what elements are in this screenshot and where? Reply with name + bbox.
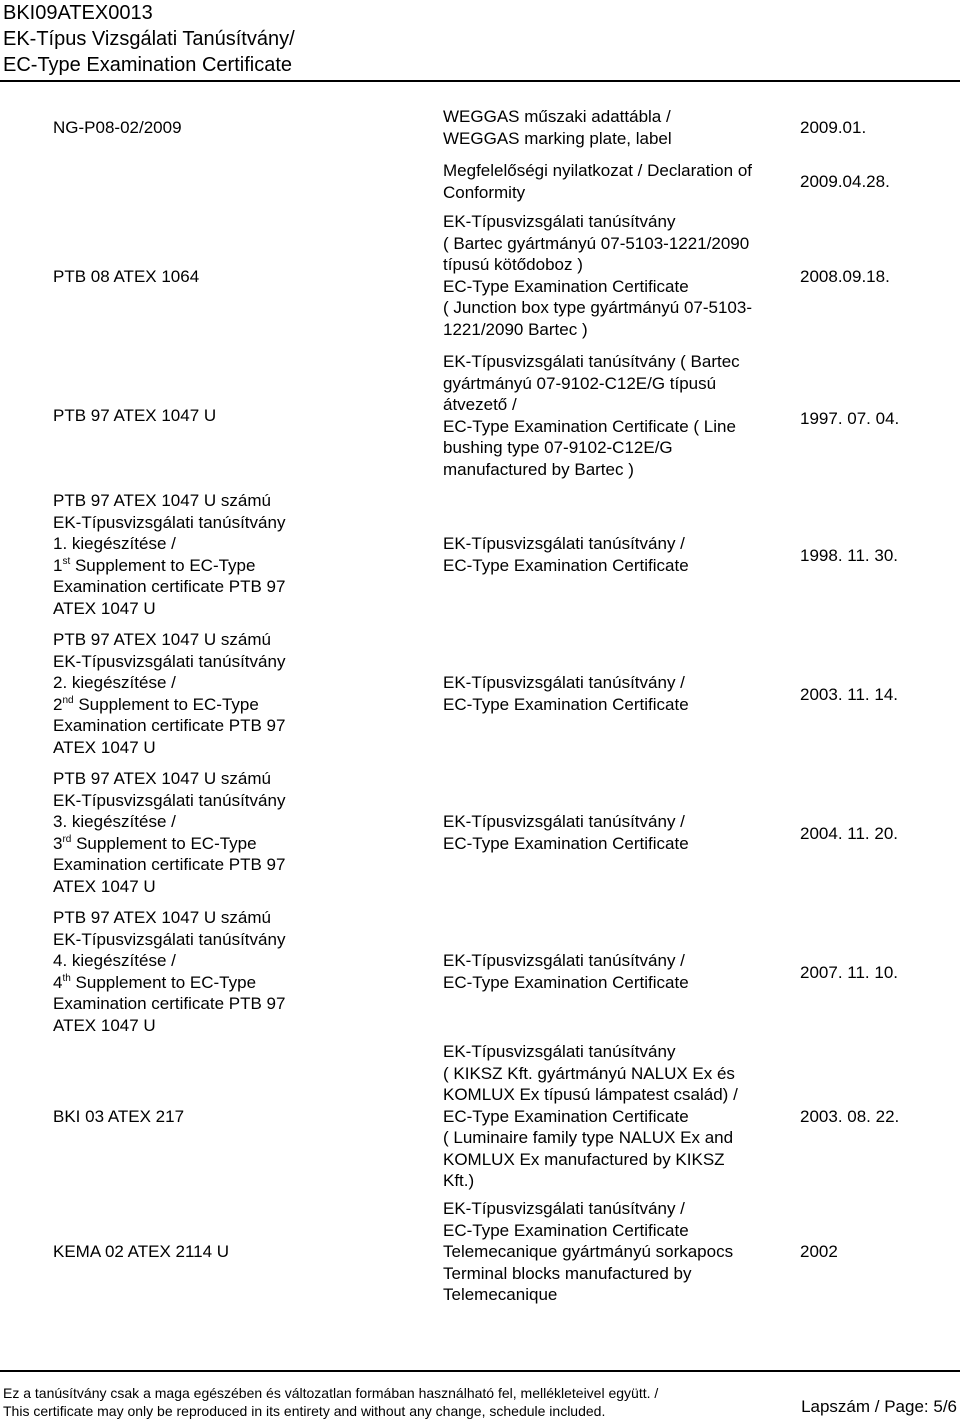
footer-note-english: This certificate may only be reproduced in its entirety and without any change, schedule included.: [3, 1403, 606, 1419]
row-ref: PTB 97 ATEX 1047 U számú EK-Típusvizsgálati tanúsítvány 4. kiegészítése / 4th Supplement to EC-Type Examination certificate PTB 97 ATEX 1047 U: [53, 908, 286, 1035]
row-ref: PTB 97 ATEX 1047 U: [53, 406, 217, 425]
row-ref: PTB 08 ATEX 1064: [53, 267, 200, 286]
row-description: EK-Típusvizsgálati tanúsítvány ( Bartec gyártmányú 07-9102-C12E/G típusú átvezető / EC-Type Examination Certificate ( Line bushing type 07-9102-C12E/G manufactured by Bartec ): [443, 352, 740, 479]
row-date: 1997. 07. 04.: [800, 409, 900, 428]
footer-note: [3, 1384, 658, 1420]
row-description: EK-Típusvizsgálati tanúsítvány / EC-Type Examination Certificate: [443, 673, 689, 714]
row-ref: PTB 97 ATEX 1047 U számú EK-Típusvizsgálati tanúsítvány 2. kiegészítése / 2nd Supplement to EC-Type Examination certificate PTB 97 ATEX 1047 U: [53, 630, 286, 757]
row-description: EK-Típusvizsgálati tanúsítvány / EC-Type Examination Certificate: [443, 812, 689, 853]
document-header: [3, 0, 295, 78]
row-ref: BKI 03 ATEX 217: [53, 1107, 185, 1126]
row-date: 2007. 11. 10.: [800, 963, 898, 982]
row-date: 2009.01.: [800, 118, 867, 137]
row-date: 2002: [800, 1242, 838, 1261]
row-description: EK-Típusvizsgálati tanúsítvány / EC-Type Examination Certificate: [443, 951, 689, 992]
header-divider: [0, 80, 960, 82]
footer-divider: [0, 1370, 960, 1372]
row-ref: PTB 97 ATEX 1047 U számú EK-Típusvizsgálati tanúsítvány 1. kiegészítése / 1st Supplement to EC-Type Examination certificate PTB 97 ATEX 1047 U: [53, 491, 286, 618]
page-number: Lapszám / Page: 5/6: [801, 1397, 957, 1416]
row-description: EK-Típusvizsgálati tanúsítvány ( Bartec gyártmányú 07-5103-1221/2090 típusú kötődoboz ) EC-Type Examination Certificate ( Junction box type gyártmányú 07-5103- 1221/2090 Bartec ): [443, 212, 753, 339]
row-description: Megfelelőségi nyilatkozat / Declaration of Conformity: [443, 161, 752, 202]
row-date: 2004. 11. 20.: [800, 824, 898, 843]
footer-note-hungarian: Ez a tanúsítvány csak a maga egészében és változatlan formában használható fel, mellékleteivel együtt. /: [3, 1385, 659, 1401]
row-description: EK-Típusvizsgálati tanúsítvány ( KIKSZ Kft. gyártmányú NALUX Ex és KOMLUX Ex típusú lámpatest család) / EC-Type Examination Certificate ( Luminaire family type NALUX Ex and KOMLUX Ex manufactured by KIKSZ Kft.): [443, 1042, 738, 1190]
row-ref: PTB 97 ATEX 1047 U számú EK-Típusvizsgálati tanúsítvány 3. kiegészítése / 3rd Supplement to EC-Type Examination certificate PTB 97 ATEX 1047 U: [53, 769, 286, 896]
title-hungarian: EK-Típus Vizsgálati Tanúsítvány/: [3, 28, 295, 50]
row-ref: KEMA 02 ATEX 2114 U: [53, 1242, 230, 1261]
row-ref: NG-P08-02/2009: [53, 118, 182, 137]
row-date: 2008.09.18.: [800, 267, 890, 286]
row-description: EK-Típusvizsgálati tanúsítvány / EC-Type Examination Certificate Telemecanique gyártmányú sorkapocs Terminal blocks manufactured by Telemecanique: [443, 1199, 734, 1304]
row-description: WEGGAS műszaki adattábla / WEGGAS marking plate, label: [443, 107, 672, 148]
row-date: 2009.04.28.: [800, 172, 890, 191]
title-english: EC-Type Examination Certificate: [3, 54, 293, 76]
row-description: EK-Típusvizsgálati tanúsítvány / EC-Type Examination Certificate: [443, 534, 689, 575]
row-date: 1998. 11. 30.: [800, 546, 898, 565]
row-date: 2003. 08. 22.: [800, 1107, 900, 1126]
row-date: 2003. 11. 14.: [800, 685, 898, 704]
certificate-id: BKI09ATEX0013: [3, 2, 153, 24]
